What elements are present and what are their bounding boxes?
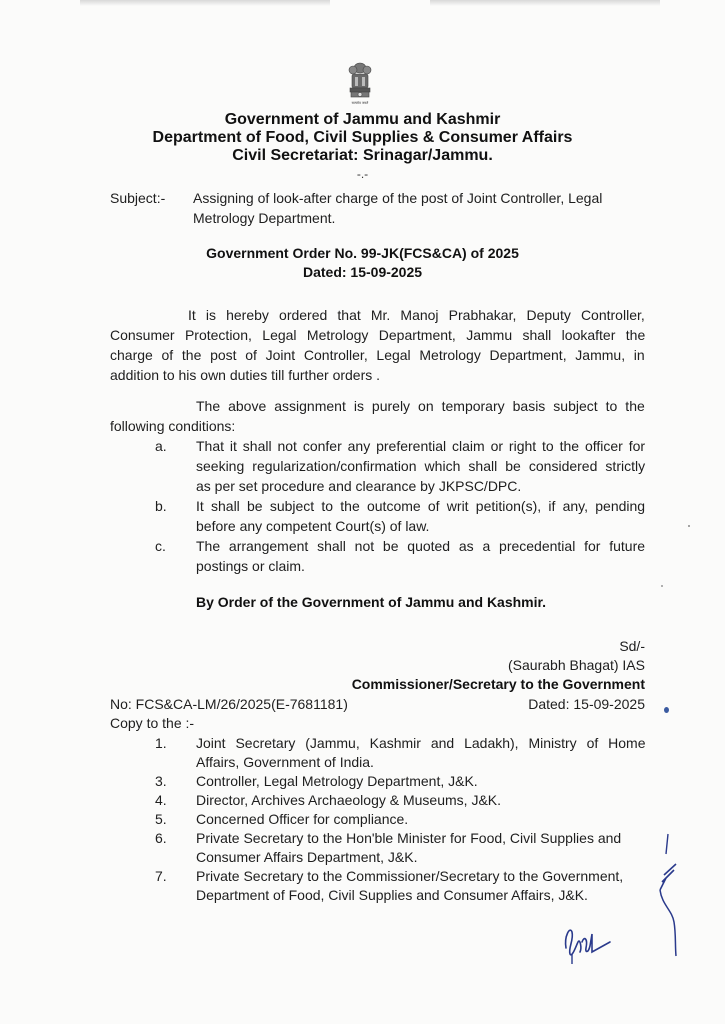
copy-item-line: Joint Secretary (Jammu, Kashmir and Ladakh), Ministry of Home bbox=[196, 735, 646, 751]
condition-marker: b. bbox=[155, 498, 167, 514]
handwritten-initials-signature bbox=[560, 918, 620, 968]
condition-line: seeking regularization/confirmation which shall be considered strictly bbox=[196, 458, 646, 474]
subject-line-1: Assigning of look-after charge of the post of Joint Controller, Legal bbox=[193, 190, 603, 206]
handwritten-tick-mark bbox=[650, 830, 695, 960]
signed-mark: Sd/- bbox=[619, 638, 645, 654]
copy-item-line: Director, Archives Archaeology & Museums, J&K. bbox=[196, 792, 502, 808]
condition-line: It shall be subject to the outcome of writ petition(s), if any, pending bbox=[196, 498, 646, 514]
condition-line: The arrangement shall not be quoted as a precedential for future bbox=[196, 538, 646, 554]
ink-speck bbox=[664, 707, 669, 713]
copy-item-marker: 3. bbox=[155, 773, 167, 789]
condition-marker: a. bbox=[155, 438, 167, 454]
by-order-line: By Order of the Government of Jammu and Kashmir. bbox=[196, 594, 547, 610]
paragraph-line: Consumer Protection, Legal Metrology Department, Jammu shall lookafter the bbox=[110, 327, 646, 343]
state-emblem-icon bbox=[342, 60, 378, 106]
paragraph-line: The above assignment is purely on temporary basis subject to the bbox=[196, 398, 645, 414]
department-title: Department of Food, Civil Supplies & Consumer Affairs bbox=[152, 129, 573, 146]
copy-item-marker: 7. bbox=[155, 868, 167, 884]
copy-item-line: Department of Food, Civil Supplies and Consumer Affairs, J&K. bbox=[196, 887, 588, 903]
order-number: Government Order No. 99-JK(FCS&CA) of 2025 bbox=[206, 245, 519, 261]
government-title: Government of Jammu and Kashmir bbox=[224, 111, 501, 128]
copy-item-line: Controller, Legal Metrology Department, J&K. bbox=[196, 773, 478, 789]
scan-shadow bbox=[430, 0, 660, 6]
copy-item-line: Private Secretary to the Commissioner/Secretary to the Government, bbox=[196, 868, 624, 884]
subject-line-2: Metrology Department. bbox=[193, 210, 336, 226]
paragraph-line: addition to his own duties till further orders . bbox=[110, 367, 381, 383]
signatory-name: (Saurabh Bhagat) IAS bbox=[508, 657, 645, 673]
order-date: Dated: 15-09-2025 bbox=[302, 264, 423, 280]
condition-line: That it shall not confer any preferential claim or right to the officer for bbox=[196, 438, 646, 454]
paragraph-line: charge of the post of Joint Controller, Legal Metrology Department, Jammu, in bbox=[110, 347, 645, 363]
condition-line: before any competent Court(s) of law. bbox=[196, 518, 430, 534]
paragraph-line: It is hereby ordered that Mr. Manoj Prabhakar, Deputy Controller, bbox=[188, 307, 645, 323]
reference-number: No: FCS&CA-LM/26/2025(E-7681181) bbox=[110, 696, 348, 712]
copy-item-line: Affairs, Government of India. bbox=[196, 754, 374, 770]
condition-line: as per set procedure and clearance by JKPSC/DPC. bbox=[196, 478, 522, 494]
subject-label: Subject:- bbox=[110, 190, 166, 206]
copy-item-marker: 1. bbox=[155, 735, 167, 751]
secretariat-title: Civil Secretariat: Srinagar/Jammu. bbox=[232, 147, 493, 164]
copy-item-line: Concerned Officer for compliance. bbox=[196, 811, 409, 827]
copy-item-line: Consumer Affairs Department, J&K. bbox=[196, 849, 418, 865]
copy-item-marker: 5. bbox=[155, 811, 167, 827]
signatory-designation: Commissioner/Secretary to the Government bbox=[351, 676, 645, 692]
dust-speck bbox=[661, 585, 663, 587]
emblem-caption: सत्यमेव जयते bbox=[351, 101, 369, 105]
copy-item-marker: 6. bbox=[155, 830, 167, 846]
scan-shadow bbox=[80, 0, 330, 6]
condition-marker: c. bbox=[155, 538, 166, 554]
copy-item-line: Private Secretary to the Hon'ble Minister for Food, Civil Supplies and bbox=[196, 830, 622, 846]
paragraph-line: following conditions: bbox=[110, 418, 236, 434]
condition-line: postings or claim. bbox=[196, 558, 305, 574]
header-separator: -.- bbox=[356, 167, 369, 181]
reference-date: Dated: 15-09-2025 bbox=[528, 696, 645, 712]
copy-to-label: Copy to the :- bbox=[110, 715, 195, 731]
dust-speck bbox=[688, 525, 690, 527]
copy-item-marker: 4. bbox=[155, 792, 167, 808]
